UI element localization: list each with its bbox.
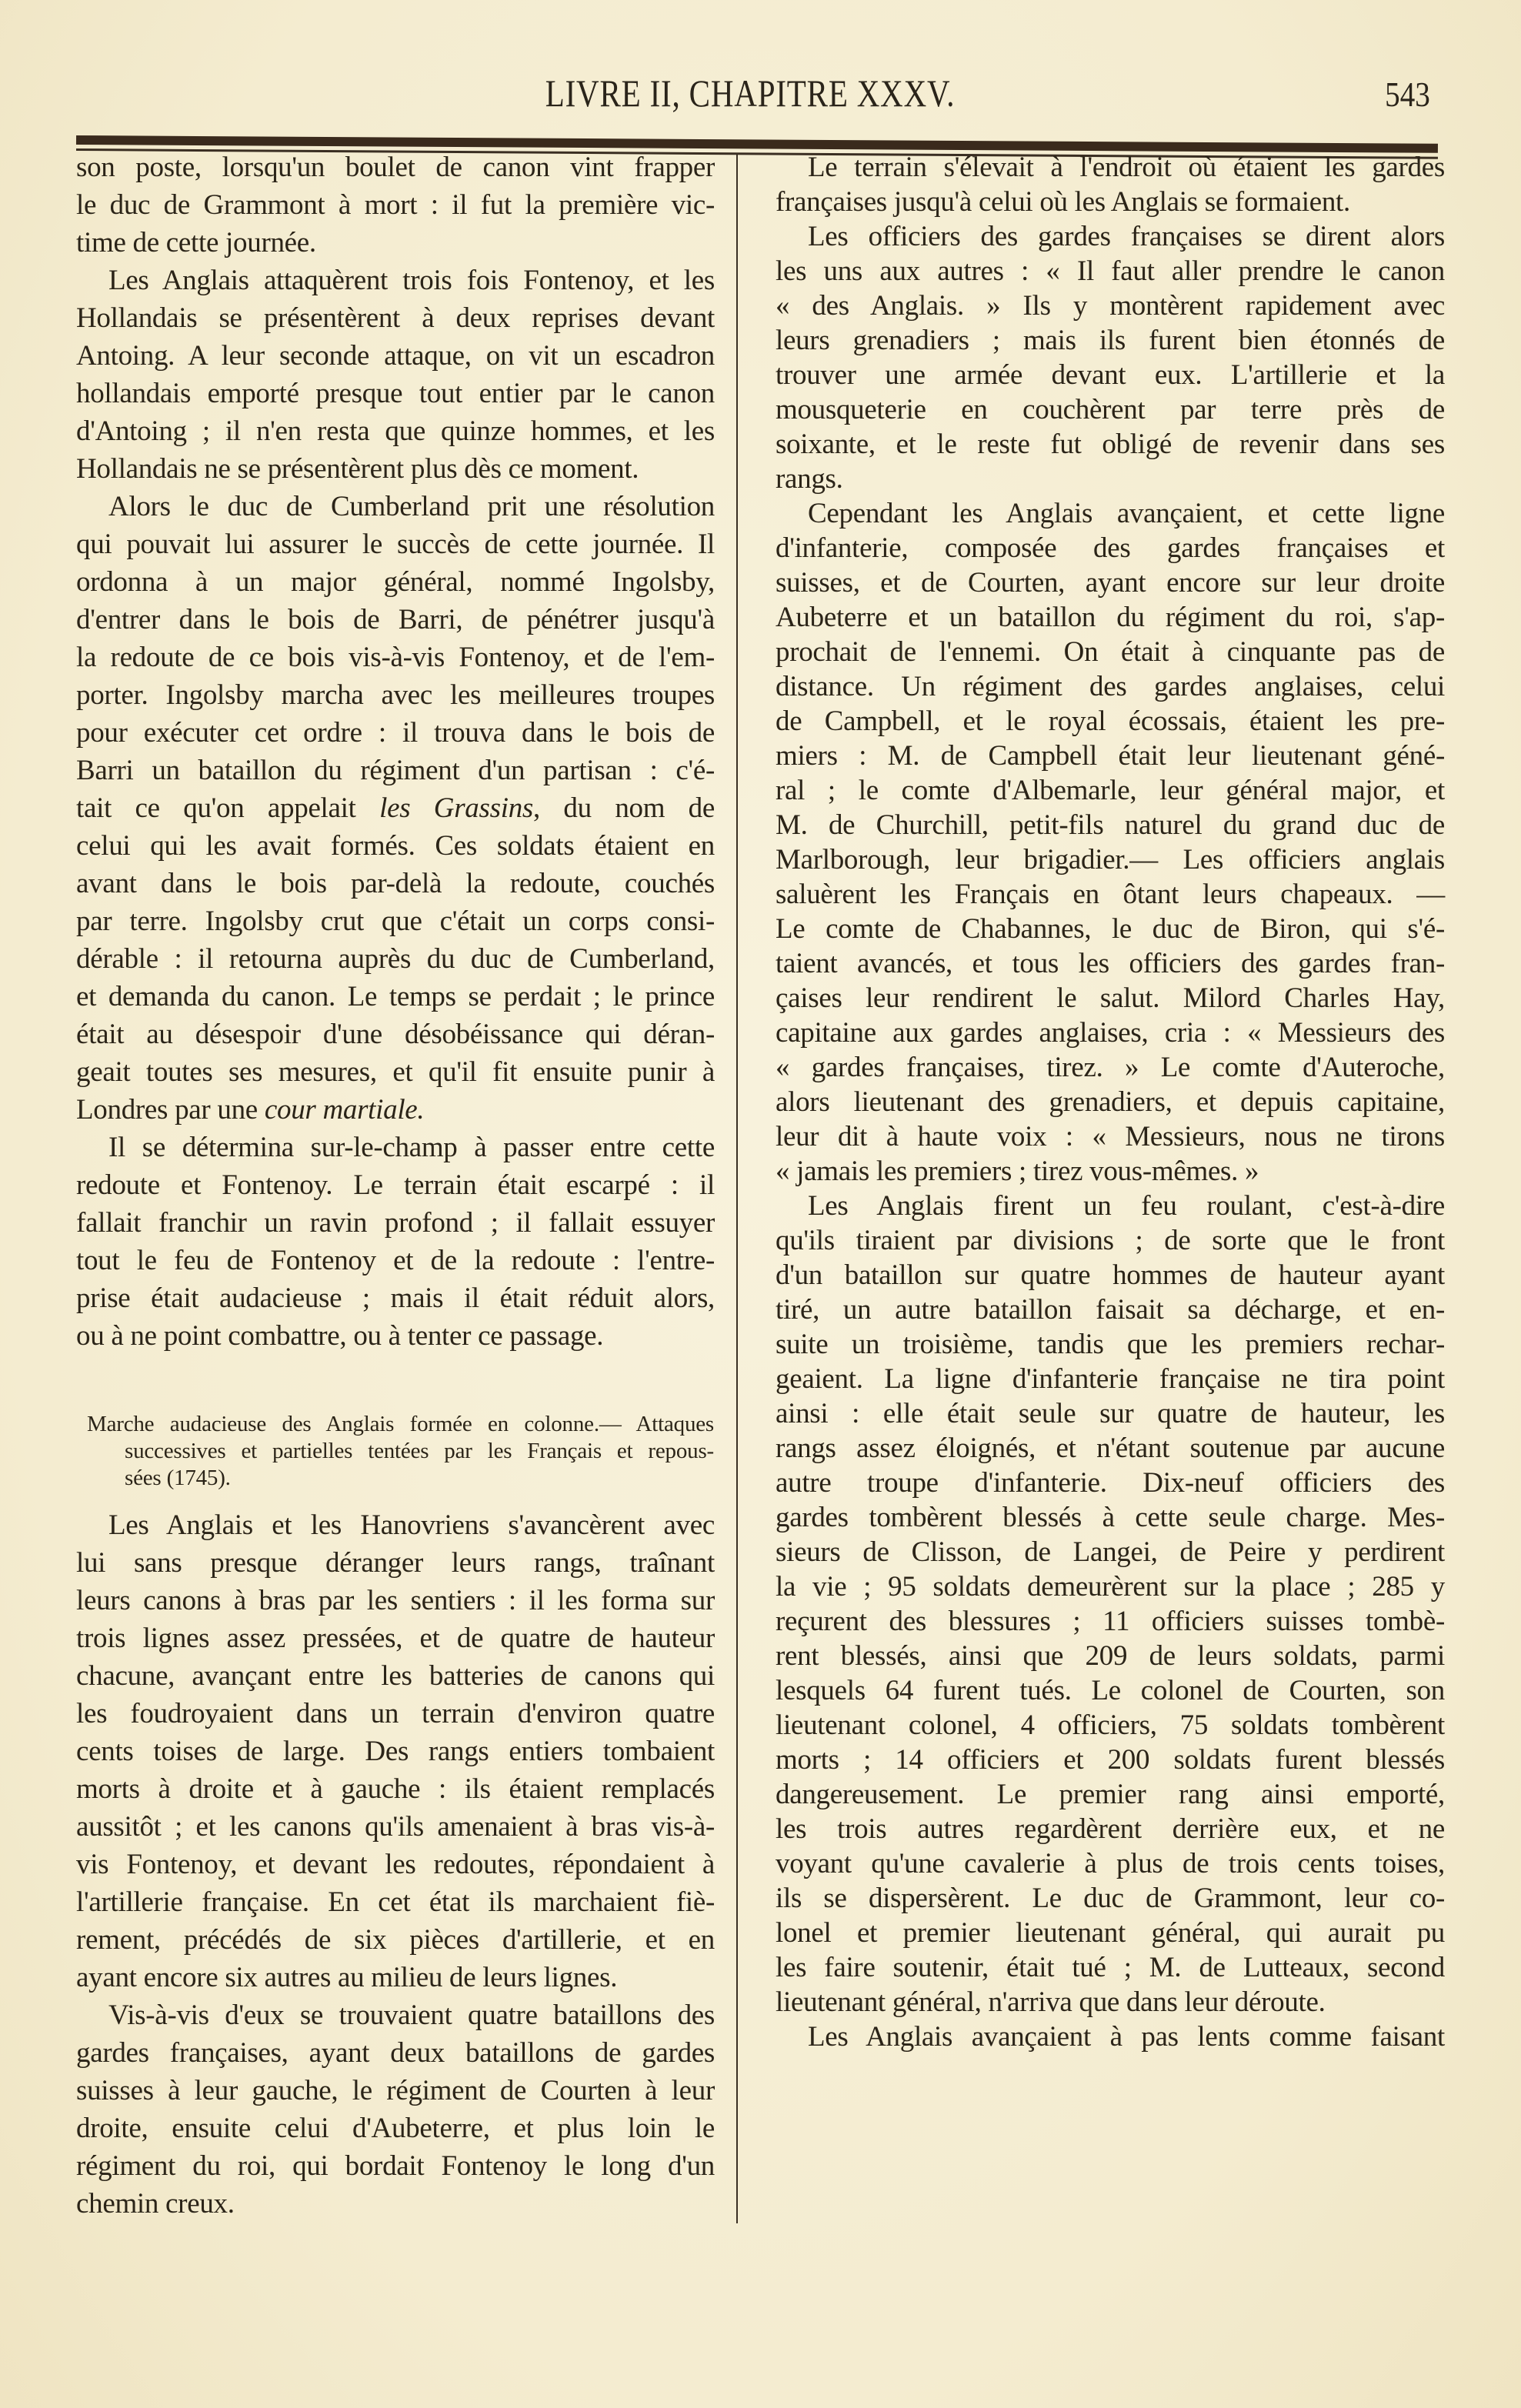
text-line: reçurent des blessures ; 11 officiers suisses tombè- bbox=[776, 1606, 1445, 1637]
running-head: LIVRE II, CHAPITRE XXXV. bbox=[545, 72, 956, 115]
text-line: les foudroyaient dans un terrain d'environ quatre bbox=[76, 1698, 715, 1729]
text-line: capitaine aux gardes anglaises, cria : « Messieurs des bbox=[776, 1017, 1445, 1049]
text-line: « jamais les premiers ; tirez vous-mêmes. » bbox=[776, 1156, 1259, 1187]
text-line: Antoing. A leur seconde attaque, on vit un escadron bbox=[76, 340, 715, 372]
text-line: la redoute de ce bois vis-à-vis Fontenoy, et de l'em- bbox=[76, 642, 715, 673]
paragraph bbox=[776, 2019, 1445, 2054]
text-line: vis Fontenoy, et devant les redoutes, répondaient à bbox=[76, 1849, 715, 1880]
text-line: Barri un bataillon du régiment d'un partisan : c'é- bbox=[76, 755, 715, 786]
paragraph bbox=[76, 148, 715, 262]
paragraph bbox=[76, 1129, 715, 1355]
text-line: time de cette journée. bbox=[76, 227, 316, 258]
text-line: trois lignes assez pressées, et de quatre de hauteur bbox=[76, 1623, 715, 1654]
text-line: morts ; 14 officiers et 200 soldats furent blessés bbox=[776, 1744, 1445, 1776]
paragraph bbox=[776, 219, 1445, 496]
text-line: leur dit à haute voix : « Messieurs, nous ne tirons bbox=[776, 1121, 1445, 1152]
text-line: trouver une armée devant eux. L'artillerie et la bbox=[776, 359, 1445, 391]
text-line: chemin creux. bbox=[76, 2188, 235, 2220]
text-line: suisses à leur gauche, le régiment de Courten à leur bbox=[76, 2075, 715, 2106]
text-line: celui qui les avait formés. Ces soldats étaient en bbox=[76, 830, 715, 862]
page-number: 543 bbox=[1385, 75, 1430, 114]
text-line: Les Anglais et les Hanovriens s'avancèrent avec bbox=[108, 1509, 715, 1541]
text-line: prochait de l'ennemi. On était à cinquante pas de bbox=[776, 636, 1445, 668]
text-line: lesquels 64 furent tués. Le colonel de Courten, son bbox=[776, 1675, 1445, 1706]
paragraph bbox=[76, 488, 715, 1129]
text-line: saluèrent les Français en ôtant leurs chapeaux. — bbox=[776, 879, 1445, 910]
text-line: suisses, et de Courten, ayant encore sur leur droite bbox=[776, 567, 1445, 599]
text-line: le duc de Grammont à mort : il fut la première vic- bbox=[76, 189, 715, 221]
text-line: Aubeterre et un bataillon du régiment du roi, s'ap- bbox=[776, 602, 1445, 633]
text-line bbox=[76, 1091, 715, 1129]
text-line: morts à droite et à gauche : ils étaient remplacés bbox=[76, 1773, 715, 1805]
text-line: voyant qu'une cavalerie à plus de trois cents toises, bbox=[776, 1848, 1445, 1879]
text-line: dérable : il retourna auprès du duc de Cumberland, bbox=[76, 943, 715, 975]
text-line: Cependant les Anglais avançaient, et cette ligne bbox=[808, 498, 1445, 529]
text-line: régiment du roi, qui bordait Fontenoy le long d'un bbox=[76, 2150, 715, 2182]
text-line: « des Anglais. » Ils y montèrent rapidement avec bbox=[776, 290, 1445, 322]
text-line: M. de Churchill, petit-fils naturel du grand duc de bbox=[776, 809, 1445, 841]
text-line: Les Anglais attaquèrent trois fois Fontenoy, et les bbox=[108, 265, 715, 296]
text-line: ainsi : elle était seule sur quatre de hauteur, les bbox=[776, 1398, 1445, 1429]
text-line: alors lieutenant des grenadiers, et depuis capitaine, bbox=[776, 1086, 1445, 1118]
text-line: gardes tombèrent blessés à cette seule charge. Mes- bbox=[776, 1502, 1445, 1533]
text-line: lonel et premier lieutenant général, qui aurait pu bbox=[776, 1917, 1445, 1949]
text-line: soixante, et le reste fut obligé de revenir dans ses bbox=[776, 429, 1445, 460]
text-line: la vie ; 95 soldats demeurèrent sur la place ; 285 y bbox=[776, 1571, 1445, 1603]
text-line: porter. Ingolsby marcha avec les meilleures troupes bbox=[76, 679, 715, 711]
summary-line: sées (1745). bbox=[125, 1466, 231, 1490]
text-line: hollandais emporté presque tout entier par le canon bbox=[76, 378, 715, 409]
text-line: leurs canons à bras par les sentiers : il les forma sur bbox=[76, 1585, 715, 1616]
text-line: chacune, avançant entre les batteries de canons qui bbox=[76, 1660, 715, 1692]
text-line: de Campbell, et le royal écossais, étaient les pre- bbox=[776, 705, 1445, 737]
italic-text: cour martiale. bbox=[264, 1094, 425, 1126]
left-column-top bbox=[76, 148, 715, 1355]
text-line: d'infanterie, composée des gardes françaises et bbox=[776, 532, 1445, 564]
paragraph bbox=[76, 1506, 715, 1996]
text-line: leurs grenadiers ; mais ils furent bien étonnés de bbox=[776, 325, 1445, 356]
text-line: d'entrer dans le bois de Barri, de pénétrer jusqu'à bbox=[76, 604, 715, 635]
summary-line: successives et partielles tentées par les Français et repous- bbox=[125, 1439, 714, 1463]
text-line: miers : M. de Campbell était leur lieutenant géné- bbox=[776, 740, 1445, 772]
text-line: distance. Un régiment des gardes anglaises, celui bbox=[776, 671, 1445, 702]
text-line: Les Anglais avançaient à pas lents comme faisant bbox=[808, 2021, 1445, 2053]
text-line: gardes françaises, ayant deux bataillons de gardes bbox=[76, 2037, 715, 2069]
text-line: les faire soutenir, était tué ; M. de Lutteaux, second bbox=[776, 1952, 1445, 1983]
text-line: çaises leur rendirent le salut. Milord Charles Hay, bbox=[776, 982, 1445, 1014]
right-column bbox=[776, 150, 1445, 2054]
text-line: « gardes françaises, tirez. » Le comte d'Auteroche, bbox=[776, 1052, 1445, 1083]
text-line: geaient. La ligne d'infanterie française ne tira point bbox=[776, 1363, 1445, 1395]
text-line: tiré, un autre bataillon faisait sa décharge, et en- bbox=[776, 1294, 1445, 1326]
text-line: cents toises de large. Des rangs entiers tombaient bbox=[76, 1736, 715, 1767]
text-line: par terre. Ingolsby crut que c'était un corps consi- bbox=[76, 906, 715, 937]
text-line: rent blessés, ainsi que 209 de leurs soldats, parmi bbox=[776, 1640, 1445, 1672]
text-line: Le comte de Chabannes, le duc de Biron, qui s'é- bbox=[776, 913, 1445, 945]
text-line: avant dans le bois par-delà la redoute, couchés bbox=[76, 868, 715, 899]
text-line: Hollandais se présentèrent à deux reprises devant bbox=[76, 302, 715, 334]
text-line: Les officiers des gardes françaises se dirent alors bbox=[808, 221, 1445, 252]
text-line: lieutenant général, n'arriva que dans leur déroute. bbox=[776, 1986, 1326, 2018]
text-line: suite un troisième, tandis que les premiers rechar- bbox=[776, 1329, 1445, 1360]
text-line: Les Anglais firent un feu roulant, c'est-à-dire bbox=[808, 1190, 1445, 1222]
text-line: aussitôt ; et les canons qu'ils amenaient à bras vis-à- bbox=[76, 1811, 715, 1843]
text-line: ral ; le comte d'Albemarle, leur général major, et bbox=[776, 775, 1445, 806]
column-divider bbox=[736, 154, 738, 2223]
text-line: son poste, lorsqu'un boulet de canon vint frapper bbox=[76, 152, 715, 183]
text-line: d'Antoing ; il n'en resta que quinze hommes, et les bbox=[76, 415, 715, 447]
italic-text: les Grassins bbox=[379, 792, 533, 824]
text-segment: tait ce qu'on appelait bbox=[76, 792, 380, 824]
text-line: lieutenant colonel, 4 officiers, 75 soldats tombèrent bbox=[776, 1709, 1445, 1741]
text-line: Alors le duc de Cumberland prit une résolution bbox=[108, 491, 715, 522]
text-line: était au désespoir d'une désobéissance qui déran- bbox=[76, 1019, 715, 1050]
text-line: redoute et Fontenoy. Le terrain était escarpé : il bbox=[76, 1169, 715, 1201]
text-line: ou à ne point combattre, ou à tenter ce passage. bbox=[76, 1320, 604, 1352]
text-segment: Londres par une bbox=[76, 1094, 265, 1126]
text-line: geait toutes ses mesures, et qu'il fit ensuite punir à bbox=[76, 1056, 715, 1088]
text-line: françaises jusqu'à celui où les Anglais se formaient. bbox=[776, 186, 1350, 218]
text-line: Marlborough, leur brigadier.— Les officiers anglais bbox=[776, 844, 1445, 875]
paragraph bbox=[776, 496, 1445, 1189]
paragraph bbox=[776, 150, 1445, 219]
text-line: qui pouvait lui assurer le succès de cette journée. Il bbox=[76, 529, 715, 560]
marginal-summary bbox=[87, 1411, 714, 1492]
text-line: ils se dispersèrent. Le duc de Grammont, leur co- bbox=[776, 1883, 1445, 1914]
text-line: Vis-à-vis d'eux se trouvaient quatre bataillons des bbox=[108, 1999, 715, 2031]
text-segment: , du nom de bbox=[533, 792, 715, 824]
text-line: les uns aux autres : « Il faut aller prendre le canon bbox=[776, 255, 1445, 287]
paragraph bbox=[776, 1189, 1445, 2019]
text-line: rangs assez éloignés, et n'étant soutenue par aucune bbox=[776, 1432, 1445, 1464]
text-line: Le terrain s'élevait à l'endroit où étaient les gardes bbox=[808, 152, 1445, 183]
text-line: tout le feu de Fontenoy et de la redoute : l'entre- bbox=[76, 1245, 715, 1276]
text-line: ordonna à un major général, nommé Ingolsby, bbox=[76, 566, 715, 598]
text-line: l'artillerie française. En cet état ils marchaient fiè- bbox=[76, 1886, 715, 1918]
text-line: rement, précédés de six pièces d'artillerie, et en bbox=[76, 1924, 715, 1956]
text-line: les trois autres regardèrent derrière eux, et ne bbox=[776, 1813, 1445, 1845]
text-line: rangs. bbox=[776, 463, 843, 495]
text-line: lui sans presque déranger leurs rangs, traînant bbox=[76, 1547, 715, 1579]
text-line: et demanda du canon. Le temps se perdait ; le prince bbox=[76, 981, 715, 1012]
left-column-bottom bbox=[76, 1506, 715, 2223]
text-line: autre troupe d'infanterie. Dix-neuf officiers des bbox=[776, 1467, 1445, 1499]
text-line: qu'ils tiraient par divisions ; de sorte que le front bbox=[776, 1225, 1445, 1256]
text-line: mousqueterie en couchèrent par terre près de bbox=[776, 394, 1445, 425]
text-line: ayant encore six autres au milieu de leurs lignes. bbox=[76, 1962, 618, 1993]
text-line: sieurs de Clisson, de Langei, de Peire y perdirent bbox=[776, 1536, 1445, 1568]
text-line: prise était audacieuse ; mais il était réduit alors, bbox=[76, 1282, 715, 1314]
text-line: droite, ensuite celui d'Aubeterre, et plus loin le bbox=[76, 2113, 715, 2144]
text-line: pour exécuter cet ordre : il trouva dans le bois de bbox=[76, 717, 715, 749]
text-line: Hollandais ne se présentèrent plus dès ce moment. bbox=[76, 453, 639, 485]
text-line: dangereusement. Le premier rang ainsi emporté, bbox=[776, 1779, 1445, 1810]
text-line bbox=[76, 789, 715, 827]
text-line: d'un bataillon sur quatre hommes de hauteur ayant bbox=[776, 1259, 1445, 1291]
paragraph bbox=[76, 1996, 715, 2223]
paragraph bbox=[76, 262, 715, 488]
summary-line: Marche audacieuse des Anglais formée en colonne.— Attaques bbox=[87, 1412, 714, 1436]
text-line: taient avancés, et tous les officiers des gardes fran- bbox=[776, 948, 1445, 979]
text-line: Il se détermina sur-le-champ à passer entre cette bbox=[108, 1132, 715, 1163]
text-line: fallait franchir un ravin profond ; il fallait essuyer bbox=[76, 1207, 715, 1239]
